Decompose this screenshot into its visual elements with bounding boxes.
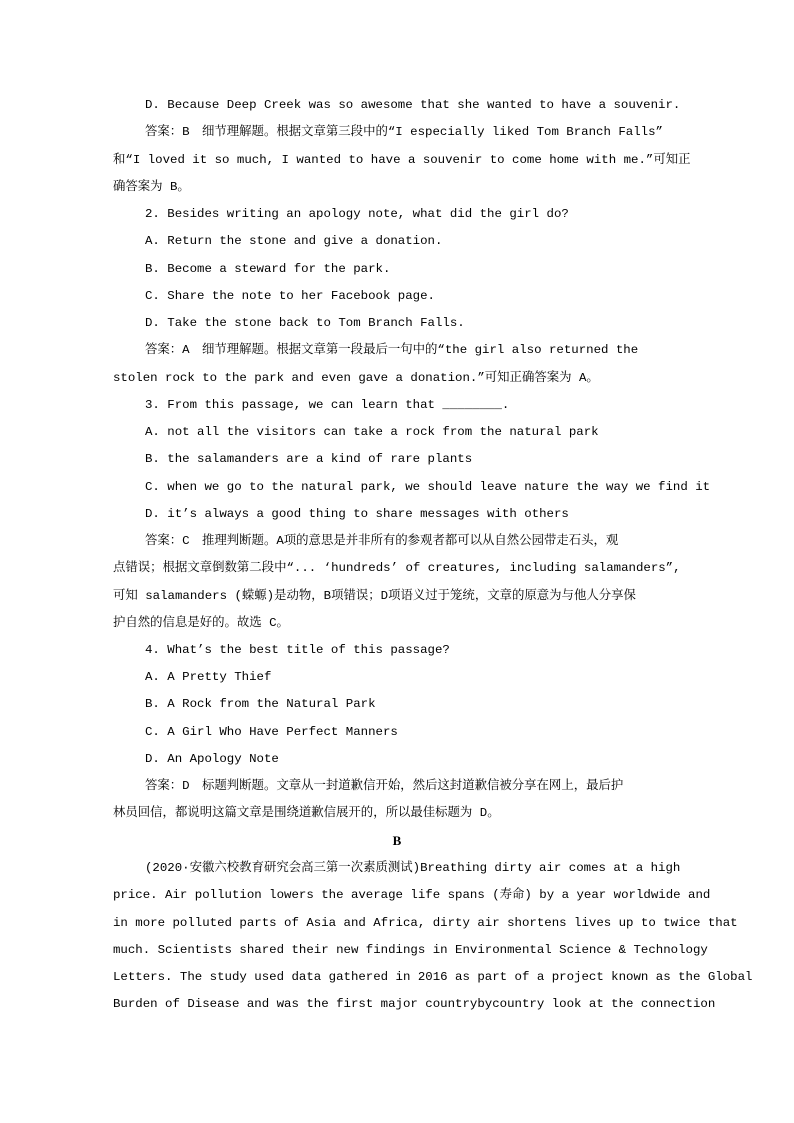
q2-option-a: A. Return the stone and give a donation.: [145, 234, 443, 248]
q3-option-a: A. not all the visitors can take a rock from the natural park: [145, 425, 599, 439]
q1-answer-line-2: 和“I loved it so much, I wanted to have a souvenir to come home with me.”可知正: [113, 153, 691, 167]
q3-option-c: C. when we go to the natural park, we should leave nature the way we find it: [145, 480, 711, 494]
q3-answer-line-4: 护自然的信息是好的。故选 C。: [113, 616, 289, 630]
q4-option-a: A. A Pretty Thief: [145, 670, 272, 684]
q1-answer-line-3: 确答案为 B。: [113, 180, 190, 194]
passage-line-1: (2020·安徽六校教育研究会高三第一次素质测试)Breathing dirty air comes at a high: [145, 861, 681, 875]
passage-line-3: in more polluted parts of Asia and Africa, dirty air shortens lives up to twice that: [113, 916, 738, 930]
q3-question: 3. From this passage, we can learn that ________.: [145, 398, 510, 412]
q4-option-b: B. A Rock from the Natural Park: [145, 697, 376, 711]
q2-option-c: C. Share the note to her Facebook page.: [145, 289, 435, 303]
q4-option-c: C. A Girl Who Have Perfect Manners: [145, 725, 398, 739]
passage-line-4: much. Scientists shared their new findings in Environmental Science & Technology: [113, 943, 708, 957]
q2-option-d: D. Take the stone back to Tom Branch Falls.: [145, 316, 465, 330]
passage-line-2: price. Air pollution lowers the average life spans (寿命) by a year worldwide and: [113, 888, 711, 902]
q1-option-d: D. Because Deep Creek was so awesome that she wanted to have a souvenir.: [145, 98, 681, 112]
passage-line-6: Burden of Disease and was the first major countrybycountry look at the connection: [113, 997, 716, 1011]
q3-option-b: B. the salamanders are a kind of rare plants: [145, 452, 473, 466]
q4-answer-line-1: 答案：D 标题判断题。文章从一封道歉信开始，然后这封道歉信被分享在网上，最后护: [145, 779, 624, 793]
q4-question: 4. What’s the best title of this passage?: [145, 643, 450, 657]
q2-answer-line-2: stolen rock to the park and even gave a donation.”可知正确答案为 A。: [113, 371, 599, 385]
q1-answer-line-1: 答案：B 细节理解题。根据文章第三段中的“I especially liked Tom Branch Falls”: [145, 125, 663, 139]
q2-option-b: B. Become a steward for the park.: [145, 262, 391, 276]
q3-answer-line-1: 答案：C 推理判断题。A项的意思是并非所有的参观者都可以从自然公园带走石头，观: [145, 534, 619, 548]
q3-answer-line-2: 点错误；根据文章倒数第二段中“... ‘hundreds’ of creatures, including salamanders”,: [113, 561, 681, 575]
q4-answer-line-2: 林员回信，都说明这篇文章是围绕道歉信展开的，所以最佳标题为 D。: [113, 806, 500, 820]
q4-option-d: D. An Apology Note: [145, 752, 279, 766]
section-heading: B: [392, 833, 402, 848]
q2-question: 2. Besides writing an apology note, what did the girl do?: [145, 207, 569, 221]
q3-answer-line-3: 可知 salamanders (蝾螈)是动物，B项错误；D项语义过于笼统，文章的原意为与他人分享保: [113, 589, 636, 603]
q3-option-d: D. it’s always a good thing to share messages with others: [145, 507, 569, 521]
q2-answer-line-1: 答案：A 细节理解题。根据文章第一段最后一句中的“the girl also returned the: [145, 343, 639, 357]
passage-line-5: Letters. The study used data gathered in 2016 as part of a project known as the Global: [113, 970, 753, 984]
